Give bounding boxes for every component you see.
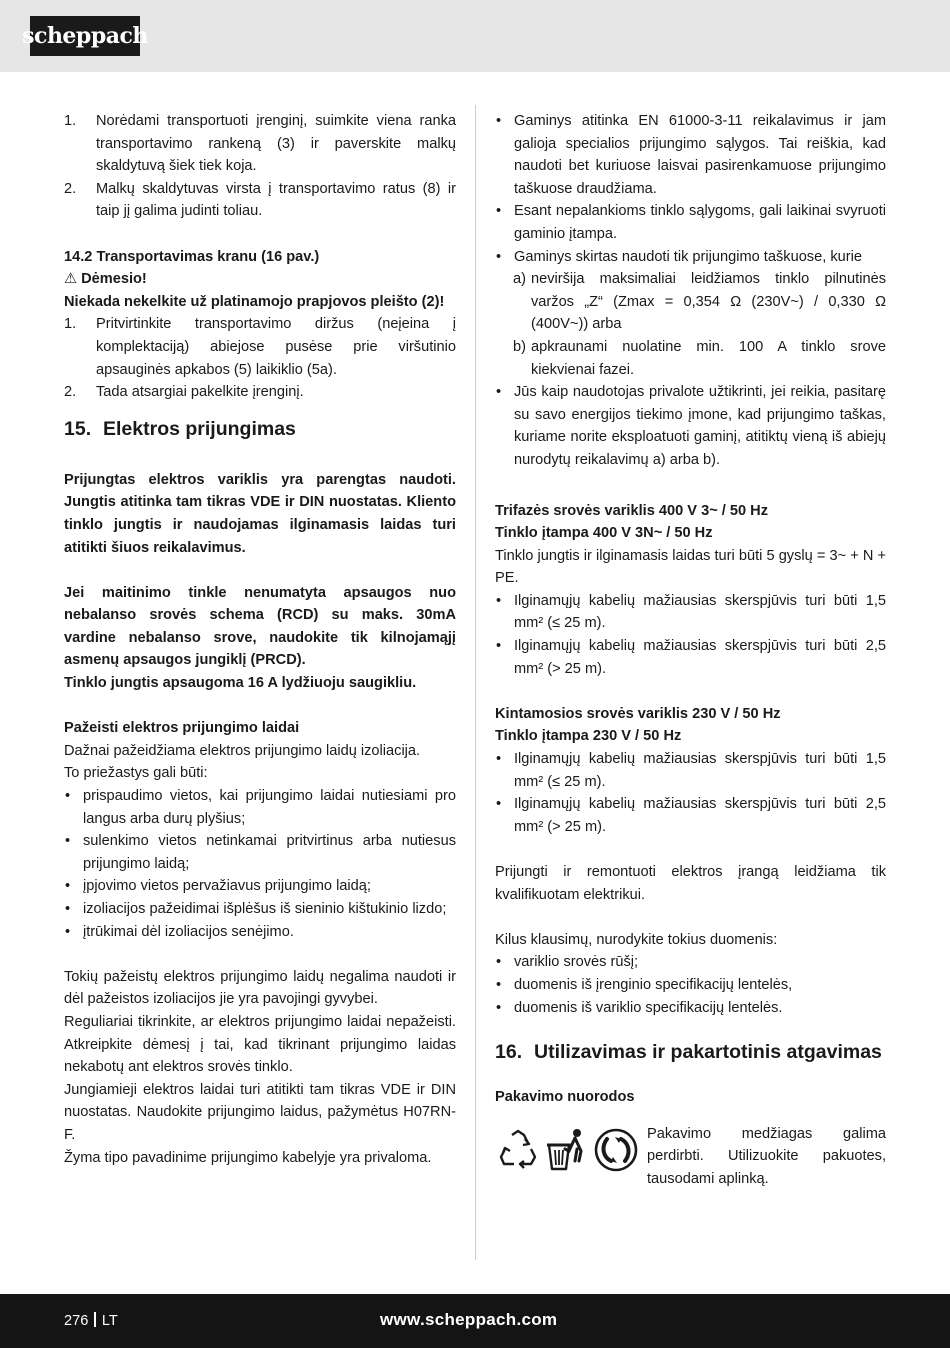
list-item: • Gaminys atitinka EN 61000-3-11 reikalavimus ir jam galioja specialios prijungimo sąlygos. Tai reiškia, kad naudoti bet kuriuose laisvai pasirenkamuose prijungimo taškuose draudžiama. — [496, 113, 886, 197]
attention-text: Niekada nekelkite už platinamojo prapjovos pleišto (2)! — [64, 293, 445, 310]
rcd-info: Jei maitinimo tinkle nenumatyta apsaugos nuo nebalanso srovės schema (RCD) su maks. 30mA vardine nebalanso srove, naudokite tik kilnojamąjį asmenų apsaugos jungiklį (PRCD). — [64, 584, 456, 669]
damaged-intro: Dažnai pažeidžiama elektros prijungimo laidų izoliacija. — [64, 742, 421, 759]
list-item: 2. Malkų skaldytuvas virsta į transportavimo ratus (8) ir taip jį galima judinti toliau. — [64, 180, 456, 220]
list-item: a) neviršija maksimaliai leidžiamos tinklo pilnutinės varžos „Z“ (Zmax = 0,354 Ω (230V~) / 0,330 Ω (400V~)) arba — [513, 271, 886, 333]
fuse-info: Tinklo jungtis apsaugoma 16 A lydžiuoju saugikliu. — [64, 675, 417, 692]
page-number: 276 LT — [64, 1313, 118, 1329]
list-item: • Ilginamųjų kabelių mažiausias skerspjūvis turi būti 1,5 mm² (≤ 25 m). — [496, 751, 886, 790]
ac-bullets — [495, 748, 886, 838]
questions-intro: Kilus klausimų, nurodykite tokius duomenis: — [495, 931, 778, 948]
list-item: 2. Tada atsargiai pakelkite įrenginį. — [64, 384, 304, 401]
page-header — [0, 0, 950, 72]
connection-info: Prijungtas elektros variklis yra parengtas naudoti. Jungtis atitinka tam tikras VDE ir DIN nuostatas. Kliento tinklo jungtis ir naudojamas ilginamasis laidas turi atitikti šiuos reikalavimus. — [64, 471, 456, 556]
three-phase-text: Tinklo jungtis ir ilginamasis laidas turi būti 5 gyslų = 3~ + N + PE. — [495, 547, 886, 587]
list-item: • Gaminys skirtas naudoti tik prijungimo taškuose, kurie — [496, 248, 862, 265]
list-item: • Ilginamųjų kabelių mažiausias skerspjūvis turi būti 1,5 mm² (≤ 25 m). — [496, 592, 886, 632]
list-item: • prispaudimo vietos, kai prijungimo laidai nutiesiami pro langus arba durų plyšius; — [65, 788, 456, 827]
three-phase-bullets — [495, 590, 886, 680]
crane-heading: 14.2 Transportavimas kranu (16 pav.) — [64, 248, 320, 265]
list-item: • Jūs kaip naudotojas privalote užtikrinti, jei reikia, pasitarę su savo energijos tiekimo įmone, kad prijungimo taškas, kuriame norite eksploatuoti gaminį, atitiktų vieną iš abiejų nurodytų reikalavimų a) arba b). — [496, 384, 886, 468]
green-dot-recycle-icon — [593, 1127, 639, 1173]
transport-steps — [64, 110, 456, 223]
list-item: • Ilginamųjų kabelių mažiausias skerspjūvis turi būti 2,5 mm² (> 25 m). — [496, 796, 886, 835]
causes-list — [64, 785, 456, 943]
questions-list — [495, 951, 886, 1019]
waste-bin-person-icon — [545, 1127, 589, 1173]
separator — [94, 1312, 96, 1327]
attention-label: ⚠ Dėmesio! — [64, 268, 456, 291]
list-item: • sulenkimo vietos netinkamai pritvirtinus arba nutiesus prijungimo laidą; — [65, 833, 456, 872]
packaging-text: Pakavimo medžiagas galima perdirbti. Utilizuokite pakuotes, tausodami aplinką. — [647, 1125, 886, 1187]
list-item: • įtrūkimai dėl izoliacijos senėjimo. — [65, 923, 294, 940]
marking-paragraph: Žyma tipo pavadinime prijungimo kabelyje yra privaloma. — [64, 1149, 432, 1166]
disposal-symbols — [495, 1127, 639, 1173]
requirements-list — [495, 110, 886, 268]
list-item: • Ilginamųjų kabelių mažiausias skerspjūvis turi būti 2,5 mm² (> 25 m). — [496, 638, 886, 677]
list-item: • duomenis iš įrenginio specifikacijų lentelės, — [496, 976, 793, 993]
right-column — [495, 110, 886, 1191]
website-url: www.scheppach.com — [380, 1310, 558, 1329]
three-phase-heading: Trifazės srovės variklis 400 V 3~ / 50 Hz — [495, 502, 768, 519]
damaged-cables-heading: Pažeisti elektros prijungimo laidai — [64, 720, 300, 737]
packaging-heading: Pakavimo nuorodos — [495, 1089, 635, 1106]
user-duty-list — [495, 381, 886, 471]
list-item: 1. Norėdami transportuoti įrenginį, suimkite viena ranka transportavimo rankeną (3) ir paverskite malkų skaldytuvą šiek tiek koja. — [64, 113, 456, 175]
list-item: • duomenis iš variklio specifikacijų lentelės. — [496, 999, 783, 1016]
brand-logo: scheppach — [30, 16, 140, 56]
crane-steps — [64, 313, 456, 403]
danger-paragraph: Tokių pažeistų elektros prijungimo laidų negalima naudoti ir dėl pažeistos izoliacijos jie yra pavojingi gyvybei. — [64, 968, 456, 1008]
list-item: 1. Pritvirtinkite transportavimo diržus (neįeina į komplektaciją) abiejose pusėse prie viršutinio apsauginės apkabos (5) laikiklio (5a). — [64, 316, 456, 378]
list-item: b) apkraunami nuolatine min. 100 A tinklo srove kiekvienai fazei. — [513, 338, 886, 378]
ac-motor-heading: Kintamosios srovės variklis 230 V / 50 Hz — [495, 705, 781, 722]
packaging-block — [495, 1123, 886, 1191]
check-paragraph: Reguliariai tikrinkite, ar elektros prijungimo laidai nepažeisti. Atkreipkite dėmesį į tai, kad tikrinant prijungimo laidas nekabotų ant elektros srovės tinklo. — [64, 1013, 456, 1076]
section-15-heading: 15. Elektros prijungimas — [64, 417, 296, 440]
list-item: • variklio srovės rūšį; — [496, 954, 639, 971]
impedance-conditions — [495, 268, 886, 381]
list-item: • Esant nepalankioms tinklo sąlygoms, gali laikinai svyruoti gaminio įtampa. — [496, 203, 886, 242]
electrician-paragraph: Prijungti ir remontuoti elektros įrangą leidžiama tik kvalifikuotam elektrikui. — [495, 864, 886, 903]
column-divider — [475, 105, 476, 1260]
page-footer — [0, 1294, 950, 1348]
list-item: • izoliacijos pažeidimai išplėšus iš sieninio kištukinio lizdo; — [65, 901, 447, 917]
list-item: • įpjovimo vietos pervažiavus prijungimo laidą; — [65, 878, 371, 895]
cable-standard-paragraph: Jungiamieji elektros laidai turi atitikti tam tikras VDE ir DIN nuostatas. Naudokite prijungimo laidus, pažymėtus H07RN-F. — [64, 1081, 456, 1143]
section-16-heading: 16. Utilizavimas ir pakartotinis atgavimas — [495, 1041, 882, 1064]
recycling-icon — [495, 1127, 541, 1173]
left-column — [64, 110, 456, 1169]
three-phase-voltage: Tinklo įtampa 400 V 3N~ / 50 Hz — [495, 525, 713, 542]
ac-voltage: Tinklo įtampa 230 V / 50 Hz — [495, 728, 682, 745]
causes-intro: To priežastys gali būti: — [64, 765, 208, 782]
warning-triangle-icon: ⚠ — [64, 271, 78, 288]
